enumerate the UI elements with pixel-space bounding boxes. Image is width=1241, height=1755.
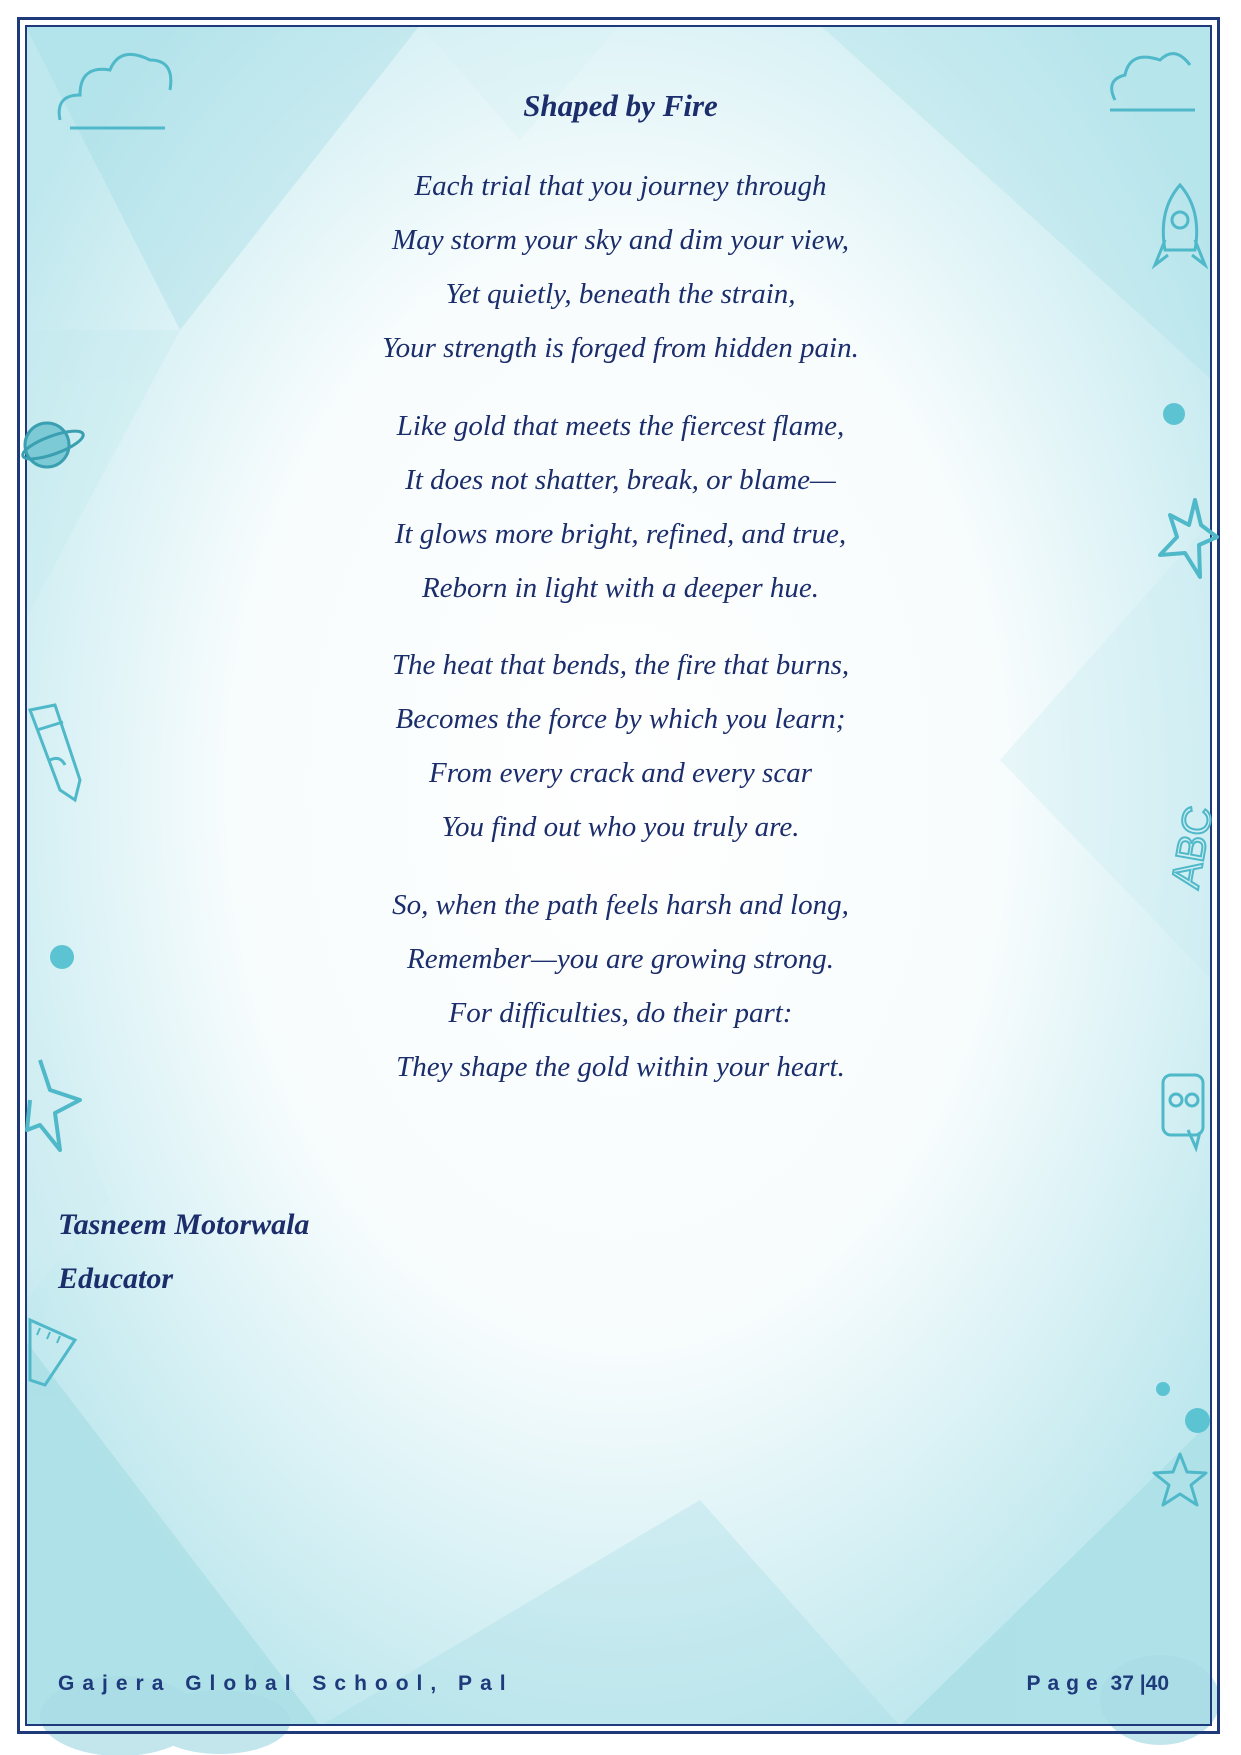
poem-line: It does not shatter, break, or blame— bbox=[405, 464, 836, 496]
poem-line: May storm your sky and dim your view, bbox=[392, 224, 849, 256]
poem-line: Like gold that meets the fiercest flame, bbox=[396, 410, 845, 442]
poem-title: Shaped by Fire bbox=[523, 88, 718, 123]
page-total: 40 bbox=[1145, 1672, 1169, 1695]
dot-decoration bbox=[1156, 1382, 1170, 1396]
poem-line: The heat that bends, the fire that burns, bbox=[391, 649, 850, 681]
author-role: Educator bbox=[58, 1262, 174, 1295]
stanza bbox=[0, 399, 1241, 615]
stanza bbox=[0, 159, 1241, 375]
stanza bbox=[0, 878, 1241, 1094]
footer-page-number bbox=[1027, 1672, 1170, 1696]
page-label: Page bbox=[1026, 1672, 1105, 1695]
poem-line: Becomes the force by which you learn; bbox=[395, 703, 846, 735]
poem-line: From every crack and every scar bbox=[428, 757, 812, 789]
footer-school-name: Gajera Global School, Pal bbox=[58, 1672, 514, 1695]
page-separator: | bbox=[1139, 1672, 1146, 1695]
poem-line: So, when the path feels harsh and long, bbox=[392, 889, 849, 921]
poem-line: Your strength is forged from hidden pain. bbox=[382, 332, 859, 364]
svg-text:ABC: ABC bbox=[1163, 802, 1222, 892]
poem-line: Reborn in light with a deeper hue. bbox=[421, 572, 820, 604]
ruler-icon bbox=[25, 1310, 80, 1390]
stanza bbox=[0, 638, 1241, 854]
author-name: Tasneem Motorwala bbox=[58, 1208, 310, 1241]
poem-line: For difficulties, do their part: bbox=[448, 997, 793, 1029]
star-icon bbox=[1150, 1450, 1210, 1510]
poem-line: You find out who you truly are. bbox=[441, 811, 800, 843]
dot-decoration bbox=[1185, 1408, 1210, 1433]
page-current: 37 bbox=[1110, 1672, 1134, 1695]
poem-line: Yet quietly, beneath the strain, bbox=[445, 278, 796, 310]
poem-line: Each trial that you journey through bbox=[414, 170, 827, 202]
poem-line: Remember—you are growing strong. bbox=[407, 943, 834, 975]
poem-line: It glows more bright, refined, and true, bbox=[394, 518, 847, 550]
poem-line: They shape the gold within your heart. bbox=[396, 1051, 845, 1083]
